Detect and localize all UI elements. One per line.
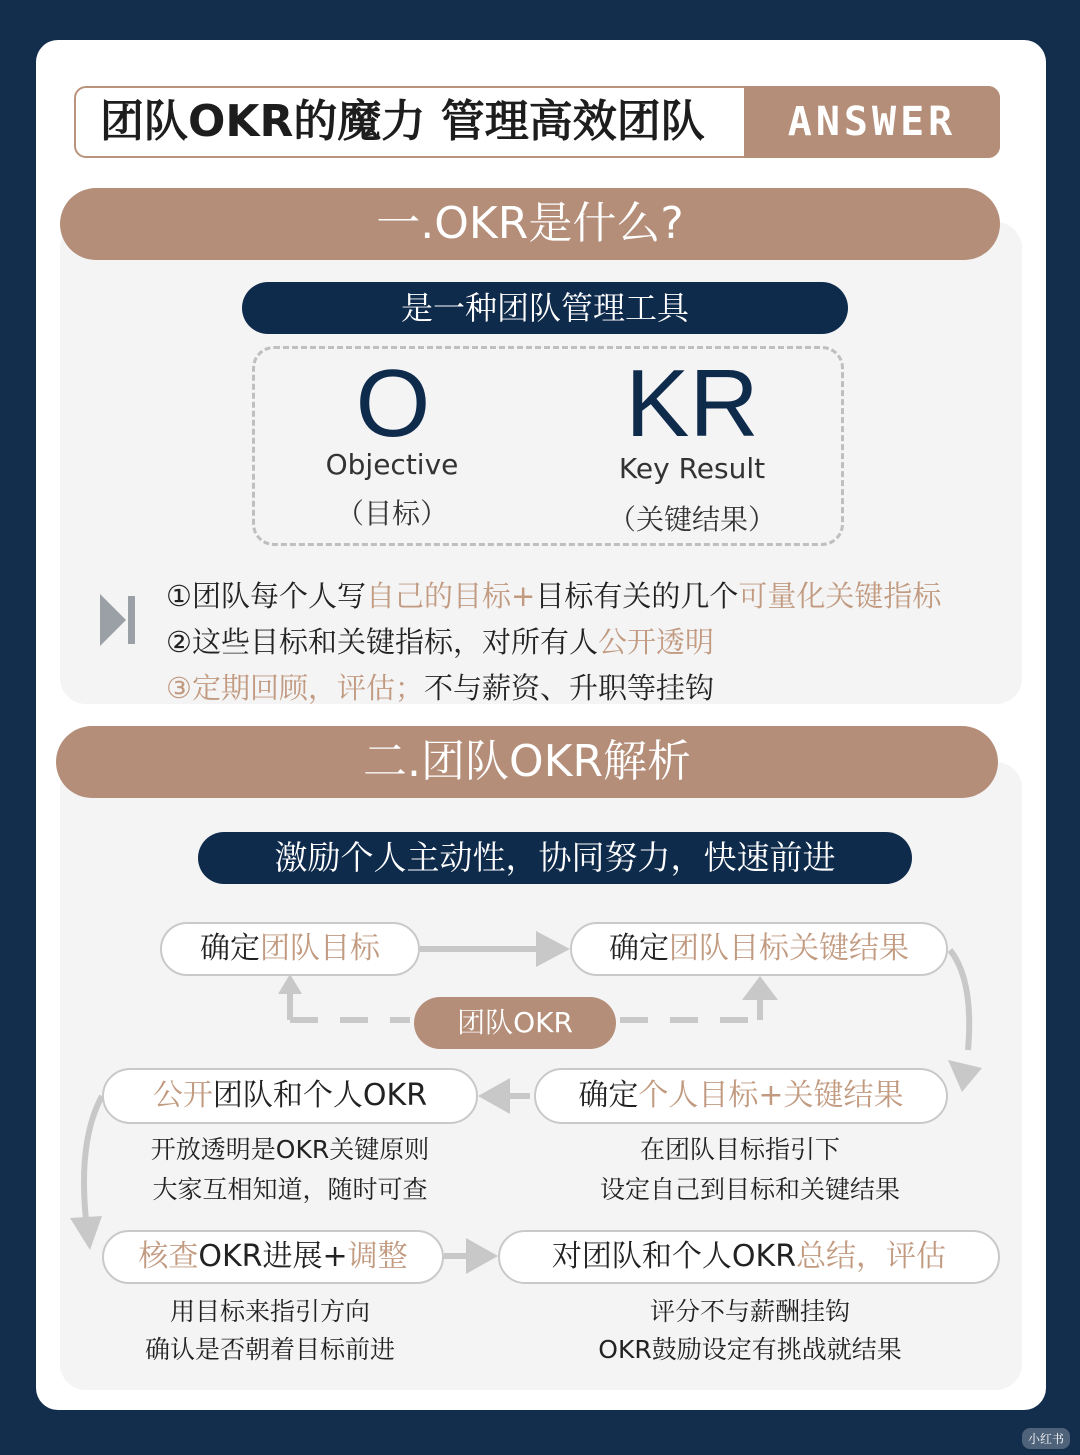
- point-3: ③定期回顾，评估；不与薪资、升职等挂钩: [166, 671, 715, 705]
- step-summary-evaluate: 对团队和个人OKR总结，评估: [498, 1230, 1000, 1284]
- section2-subtitle: 激励个人主动性，协同努力，快速前进: [198, 832, 912, 884]
- step-team-key-results: 确定团队目标关键结果: [570, 922, 948, 976]
- step-review-desc-1: 用目标来指引方向: [169, 1297, 370, 1326]
- objective-cn-label: （目标）: [335, 497, 448, 530]
- step-review-desc-2: 确认是否朝着目标前进: [144, 1335, 395, 1364]
- step-publish-okr: 公开团队和个人OKR: [102, 1068, 478, 1124]
- step-publish-desc-1: 开放透明是OKR关键原则: [150, 1135, 430, 1164]
- point-2: ②这些目标和关键指标，对所有人公开透明: [166, 625, 715, 659]
- step-personal-desc-1: 在团队目标指引下: [639, 1135, 840, 1164]
- step-personal-okr: 确定个人目标+关键结果: [534, 1068, 948, 1124]
- section1-heading: 一.OKR是什么?: [60, 188, 1000, 260]
- step-review-adjust: 核查OKR进展+调整: [102, 1230, 444, 1284]
- page-title: 团队OKR的魔力 管理高效团队: [100, 96, 705, 147]
- step-summary-desc-2: OKR鼓励设定有挑战就结果: [598, 1335, 902, 1364]
- objective-label: Objective: [325, 448, 459, 481]
- watermark: 小红书: [1022, 1428, 1070, 1449]
- key-result-cn-label: （关键结果）: [607, 503, 776, 536]
- step-personal-desc-2: 设定自己到目标和关键结果: [599, 1175, 900, 1204]
- key-result-label: Key Result: [618, 452, 766, 485]
- objective-letter: O: [355, 350, 431, 457]
- point-1: ①团队每个人写自己的目标+目标有关的几个可量化关键指标: [166, 579, 942, 613]
- key-result-letters: KR: [625, 350, 759, 457]
- answer-badge: ANSWER: [744, 86, 1000, 158]
- section2-heading: 二.团队OKR解析: [56, 726, 998, 798]
- section1-subtitle: 是一种团队管理工具: [242, 282, 848, 334]
- team-okr-center: 团队OKR: [414, 997, 616, 1049]
- step-summary-desc-1: 评分不与薪酬挂钩: [649, 1297, 850, 1326]
- step-publish-desc-2: 大家互相知道，随时可查: [152, 1175, 428, 1204]
- step-team-objective: 确定团队目标: [160, 922, 420, 976]
